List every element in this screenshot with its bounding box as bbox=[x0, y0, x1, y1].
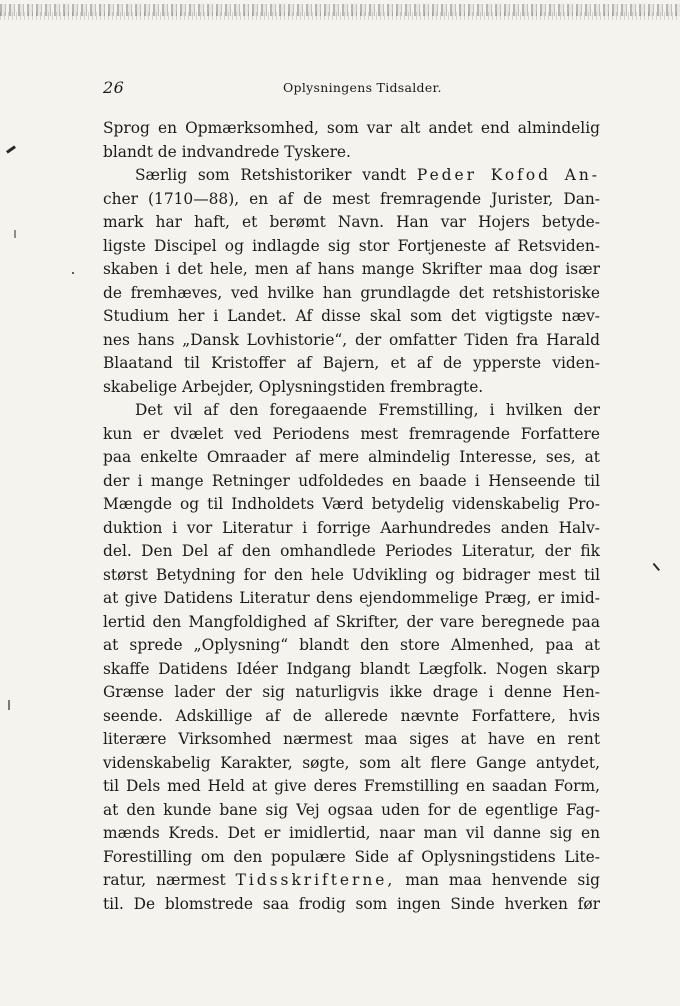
text-line: literære Virksomhed nærmest maa siges at have en rent bbox=[103, 730, 600, 748]
text-line bbox=[103, 164, 600, 188]
text-line: Det vil af den foregaaende Fremstilling, i hvilken der bbox=[135, 401, 600, 419]
page-header bbox=[103, 78, 600, 100]
text-line: cher (1710—88), en af de mest fremragende Jurister, Dan- bbox=[103, 189, 600, 208]
text-line: mænds Kreds. Det er imidlertid, naar man vil danne sig en bbox=[103, 824, 600, 842]
text-line: at sprede „Oplysning“ blandt den store Almenhed, paa at bbox=[103, 636, 600, 654]
spaced-term: Tidsskrifterne, bbox=[235, 871, 396, 889]
text-line: Sprog en Opmærksomhed, som var alt andet end almindelig bbox=[103, 119, 600, 137]
page-number: 26 bbox=[103, 78, 125, 97]
text-line: de fremhæves, ved hvilke han grundlagde det retshistoriske bbox=[103, 283, 600, 302]
running-title: Oplysningens Tidsalder. bbox=[283, 80, 442, 95]
body-text bbox=[103, 117, 600, 916]
text-line: lertid den Mangfoldighed af Skrifter, der vare beregnede paa bbox=[103, 612, 600, 631]
scan-speck bbox=[72, 272, 74, 274]
text-line: del. Den Del af den omhandlede Periodes Literatur, der fik bbox=[103, 542, 600, 560]
text-line bbox=[103, 869, 600, 893]
text-line: paa enkelte Omraader af mere almindelig Interesse, ses, at bbox=[103, 448, 600, 466]
text-line: skabelige Arbejder, Oplysningstiden frembragte. bbox=[103, 377, 484, 396]
scan-speck bbox=[6, 145, 16, 153]
text-segment: man maa henvende sig bbox=[405, 871, 600, 889]
text-line: størst Betydning for den hele Udvikling og bidrager mest til bbox=[103, 565, 600, 584]
text-line: der i mange Retninger udfoldedes en baade i Henseende til bbox=[103, 471, 600, 490]
text-line: duktion i vor Literatur i forrige Aarhundredes anden Halv- bbox=[103, 518, 600, 537]
text-line: Mængde og til Indholdets Værd betydelig videnskabelig Pro- bbox=[103, 495, 600, 513]
text-line: kun er dvælet ved Periodens mest fremragende Forfattere bbox=[103, 424, 600, 443]
text-line: Blaatand til Kristoffer af Bajern, et af de ypperste viden- bbox=[103, 354, 600, 372]
text-line: seende. Adskillige af de allerede nævnte Forfattere, hvis bbox=[103, 706, 600, 725]
text-line: ligste Discipel og indlagde sig stor Fortjeneste af Retsviden- bbox=[103, 236, 600, 255]
text-line: til Dels med Held at give deres Fremstilling en saadan Form, bbox=[103, 777, 600, 795]
text-line: skaben i det hele, men af hans mange Skrifter maa dog især bbox=[103, 260, 600, 278]
text-segment: ratur, nærmest bbox=[103, 871, 226, 889]
text-line: nes hans „Dansk Lovhistorie“, der omfatter Tiden fra Harald bbox=[103, 330, 600, 349]
text-line: til. De blomstrede saa frodig som ingen Sinde hverken før bbox=[103, 894, 600, 913]
scan-speck bbox=[653, 563, 660, 571]
spaced-name: Peder Kofod An- bbox=[416, 166, 600, 184]
scan-speck bbox=[8, 700, 10, 710]
text-line: blandt de indvandrede Tyskere. bbox=[103, 142, 351, 161]
scan-speck bbox=[14, 230, 16, 238]
scan-edge-noise bbox=[0, 0, 680, 26]
text-line: mark har haft, et berømt Navn. Han var Hojers betyde- bbox=[103, 213, 600, 231]
text-line: Grænse lader der sig naturligvis ikke drage i denne Hen- bbox=[103, 683, 600, 701]
text-line: videnskabelig Karakter, søgte, som alt flere Gange antydet, bbox=[103, 753, 600, 772]
text-line: at den kunde bane sig Vej ogsaa uden for de egentlige Fag- bbox=[103, 800, 600, 819]
text-segment: Særlig som Retshistoriker vandt bbox=[135, 166, 407, 184]
text-line: skaffe Datidens Idéer Indgang blandt Lægfolk. Nogen skarp bbox=[103, 659, 600, 678]
text-line: Forestilling om den populære Side af Oplysningstidens Lite- bbox=[103, 847, 600, 866]
text-line: Studium her i Landet. Af disse skal som det vigtigste næv- bbox=[103, 307, 600, 325]
text-line: at give Datidens Literatur dens ejendommelige Præg, er imid- bbox=[103, 589, 600, 607]
